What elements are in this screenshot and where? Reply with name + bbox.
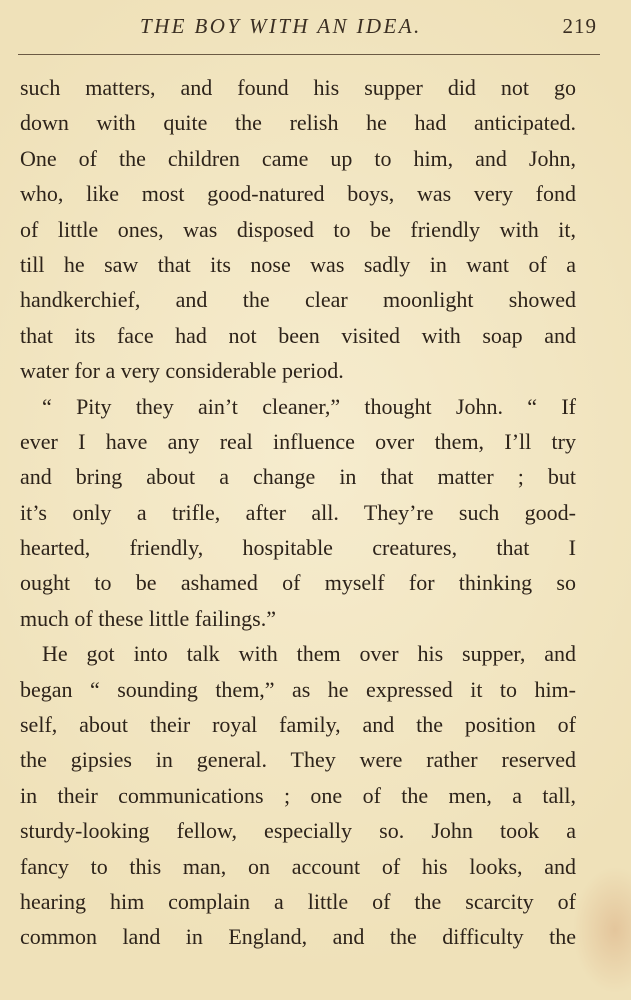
text-line: ever I have any real influence over them, I’ll try: [20, 428, 576, 454]
header-rule: [18, 54, 600, 55]
text-line: in their communications ; one of the men, a tall,: [20, 782, 576, 808]
text-line: down with quite the relish he had anticipated.: [20, 110, 576, 136]
page-number: 219: [562, 14, 597, 38]
text-line: self, about their royal family, and the position of: [20, 712, 576, 738]
text-line: it’s only a trifle, after all. They’re such good-: [20, 499, 576, 525]
text-line: who, like most good-natured boys, was very fond: [20, 181, 576, 207]
running-head: [0, 0, 631, 60]
text-line: common land in England, and the difficulty the: [20, 924, 576, 950]
text-line: hearted, friendly, hospitable creatures, that I: [20, 535, 576, 561]
text-line: fancy to this man, on account of his looks, and: [20, 853, 576, 879]
text-line: handkerchief, and the clear moonlight showed: [20, 287, 576, 313]
text-line: He got into talk with them over his supper, and: [42, 641, 576, 667]
text-line: that its face had not been visited with soap and: [20, 322, 576, 348]
text-line: such matters, and found his supper did not go: [20, 75, 576, 100]
text-line: water for a very considerable period.: [20, 358, 344, 384]
text-line: One of the children came up to him, and John,: [20, 145, 576, 171]
text-line: much of these little failings.”: [20, 605, 276, 631]
text-line: of little ones, was disposed to be friendly with it,: [20, 216, 576, 242]
text-line: “ Pity they ain’t cleaner,” thought John. “ If: [42, 393, 576, 419]
text-line: till he saw that its nose was sadly in want of a: [20, 251, 576, 277]
text-line: and bring about a change in that matter ; but: [20, 464, 576, 490]
text-line: hearing him complain a little of the scarcity of: [20, 888, 576, 914]
body-text: [20, 70, 576, 955]
text-line: the gipsies in general. They were rather reserved: [20, 747, 576, 773]
running-title: THE BOY WITH AN IDEA.: [140, 14, 422, 38]
text-line: sturdy-looking fellow, especially so. John took a: [20, 818, 576, 844]
text-line: ought to be ashamed of myself for thinking so: [20, 570, 576, 596]
text-line: began “ sounding them,” as he expressed it to him-: [20, 676, 576, 702]
